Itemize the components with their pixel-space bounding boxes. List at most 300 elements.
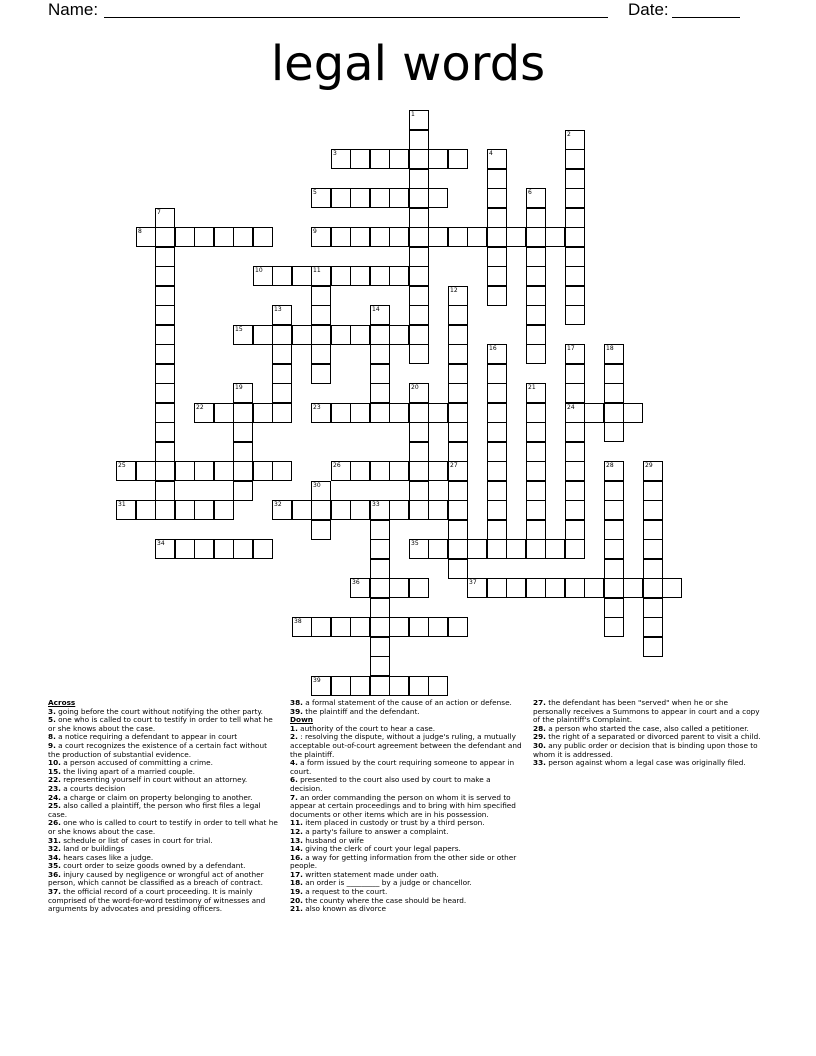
- grid-cell[interactable]: [526, 500, 546, 520]
- grid-cell[interactable]: [643, 500, 663, 520]
- grid-cell[interactable]: [448, 520, 468, 540]
- grid-cell[interactable]: [565, 520, 585, 540]
- grid-cell[interactable]: [155, 305, 175, 325]
- grid-cell[interactable]: [155, 383, 175, 403]
- grid-cell[interactable]: [409, 188, 429, 208]
- grid-cell[interactable]: [565, 247, 585, 267]
- grid-cell[interactable]: [545, 539, 565, 559]
- grid-cell[interactable]: [623, 578, 643, 598]
- grid-cell[interactable]: [604, 539, 624, 559]
- grid-cell[interactable]: [292, 617, 312, 637]
- grid-cell[interactable]: [487, 520, 507, 540]
- grid-cell[interactable]: [565, 422, 585, 442]
- grid-cell[interactable]: [565, 149, 585, 169]
- grid-cell[interactable]: [487, 208, 507, 228]
- grid-cell[interactable]: [253, 539, 273, 559]
- grid-cell[interactable]: [370, 461, 390, 481]
- clues-column-2: [290, 699, 522, 914]
- grid-cell[interactable]: [155, 364, 175, 384]
- clue-number: 12.: [290, 826, 303, 836]
- grid-cell[interactable]: [175, 500, 195, 520]
- grid-cell[interactable]: [155, 481, 175, 501]
- grid-cell[interactable]: [311, 305, 331, 325]
- grid-cell[interactable]: [370, 617, 390, 637]
- grid-cell[interactable]: [155, 227, 175, 247]
- grid-cell[interactable]: [604, 364, 624, 384]
- grid-cell[interactable]: [526, 208, 546, 228]
- grid-cell[interactable]: [506, 539, 526, 559]
- grid-cell[interactable]: [370, 559, 390, 579]
- grid-cell[interactable]: [526, 481, 546, 501]
- grid-cell[interactable]: [311, 266, 331, 286]
- grid-cell[interactable]: [272, 305, 292, 325]
- grid-cell[interactable]: [487, 422, 507, 442]
- grid-cell[interactable]: [311, 520, 331, 540]
- grid-cell[interactable]: [292, 500, 312, 520]
- grid-cell[interactable]: [272, 403, 292, 423]
- grid-cell[interactable]: [643, 559, 663, 579]
- grid-cell[interactable]: [311, 500, 331, 520]
- grid-cell[interactable]: [487, 442, 507, 462]
- grid-cell[interactable]: [448, 442, 468, 462]
- grid-cell[interactable]: [604, 578, 624, 598]
- grid-cell[interactable]: [370, 227, 390, 247]
- grid-cell[interactable]: [292, 266, 312, 286]
- grid-cell[interactable]: [409, 578, 429, 598]
- grid-cell[interactable]: [643, 520, 663, 540]
- grid-cell[interactable]: [136, 227, 156, 247]
- grid-cell[interactable]: [643, 598, 663, 618]
- grid-cell[interactable]: [350, 403, 370, 423]
- grid-cell[interactable]: [331, 325, 351, 345]
- grid-cell[interactable]: [370, 598, 390, 618]
- grid-cell[interactable]: [350, 266, 370, 286]
- grid-cell[interactable]: [155, 344, 175, 364]
- grid-cell[interactable]: [487, 247, 507, 267]
- grid-cell[interactable]: [565, 500, 585, 520]
- grid-cell[interactable]: [155, 461, 175, 481]
- grid-cell[interactable]: [389, 227, 409, 247]
- grid-cell[interactable]: [155, 266, 175, 286]
- grid-cell[interactable]: [487, 539, 507, 559]
- grid-cell[interactable]: [604, 598, 624, 618]
- grid-cell[interactable]: [116, 461, 136, 481]
- grid-cell[interactable]: [526, 461, 546, 481]
- grid-cell[interactable]: [389, 188, 409, 208]
- grid-cell[interactable]: [136, 500, 156, 520]
- grid-cell[interactable]: [565, 227, 585, 247]
- grid-cell[interactable]: [175, 539, 195, 559]
- grid-cell[interactable]: [409, 130, 429, 150]
- grid-cell[interactable]: [175, 227, 195, 247]
- grid-cell[interactable]: [565, 364, 585, 384]
- grid-cell[interactable]: [331, 617, 351, 637]
- grid-cell[interactable]: [584, 578, 604, 598]
- grid-cell[interactable]: [604, 383, 624, 403]
- grid-cell[interactable]: [448, 325, 468, 345]
- grid-cell[interactable]: [526, 383, 546, 403]
- grid-cell[interactable]: [331, 461, 351, 481]
- grid-cell[interactable]: [155, 247, 175, 267]
- grid-cell[interactable]: [389, 325, 409, 345]
- grid-cell[interactable]: [350, 676, 370, 696]
- grid-cell[interactable]: [311, 286, 331, 306]
- clues-column-1: [48, 699, 280, 914]
- grid-cell[interactable]: [350, 149, 370, 169]
- grid-cell[interactable]: [233, 481, 253, 501]
- grid-cell[interactable]: [565, 344, 585, 364]
- grid-cell[interactable]: [526, 578, 546, 598]
- grid-cell[interactable]: [311, 188, 331, 208]
- grid-cell[interactable]: [623, 403, 643, 423]
- grid-cell[interactable]: [604, 344, 624, 364]
- grid-cell[interactable]: [370, 403, 390, 423]
- grid-cell[interactable]: [526, 266, 546, 286]
- grid-cell[interactable]: [155, 539, 175, 559]
- grid-cell[interactable]: [409, 149, 429, 169]
- clue-number: 2.: [290, 732, 298, 742]
- grid-cell[interactable]: [409, 344, 429, 364]
- grid-cell[interactable]: [253, 403, 273, 423]
- grid-cell[interactable]: [526, 403, 546, 423]
- grid-cell[interactable]: [331, 403, 351, 423]
- grid-cell[interactable]: [565, 442, 585, 462]
- grid-cell[interactable]: [643, 617, 663, 637]
- grid-cell[interactable]: [409, 305, 429, 325]
- grid-cell[interactable]: [214, 403, 234, 423]
- grid-cell[interactable]: [565, 286, 585, 306]
- grid-cell[interactable]: [331, 500, 351, 520]
- grid-cell[interactable]: [389, 461, 409, 481]
- grid-cell[interactable]: [526, 286, 546, 306]
- grid-cell[interactable]: [214, 461, 234, 481]
- grid-cell[interactable]: [545, 578, 565, 598]
- grid-cell[interactable]: [272, 266, 292, 286]
- grid-cell[interactable]: [409, 383, 429, 403]
- grid-cell[interactable]: [370, 676, 390, 696]
- grid-cell[interactable]: [389, 149, 409, 169]
- grid-cell[interactable]: [253, 266, 273, 286]
- grid-cell[interactable]: [155, 325, 175, 345]
- grid-cell[interactable]: [175, 461, 195, 481]
- grid-cell[interactable]: [448, 461, 468, 481]
- grid-cell[interactable]: [467, 539, 487, 559]
- clue-text: also known as divorce: [302, 904, 386, 914]
- grid-cell[interactable]: [370, 344, 390, 364]
- clue-text: a way for getting information from the other side or other people.: [290, 852, 517, 871]
- grid-cell[interactable]: [350, 188, 370, 208]
- grid-cell[interactable]: [565, 481, 585, 501]
- grid-cell[interactable]: [526, 344, 546, 364]
- grid-cell[interactable]: [409, 481, 429, 501]
- grid-cell[interactable]: [448, 539, 468, 559]
- grid-cell[interactable]: [448, 403, 468, 423]
- grid-cell[interactable]: [292, 325, 312, 345]
- grid-cell[interactable]: [370, 188, 390, 208]
- clue-number: 36.: [48, 869, 61, 879]
- grid-cell[interactable]: [409, 539, 429, 559]
- grid-cell[interactable]: [155, 500, 175, 520]
- grid-cell[interactable]: [311, 617, 331, 637]
- grid-cell[interactable]: [428, 539, 448, 559]
- grid-cell[interactable]: [526, 520, 546, 540]
- grid-cell[interactable]: [233, 539, 253, 559]
- grid-cell[interactable]: [194, 500, 214, 520]
- clue-number: 38.: [290, 698, 303, 707]
- grid-cell[interactable]: [604, 559, 624, 579]
- grid-cell[interactable]: [526, 188, 546, 208]
- grid-cell[interactable]: [214, 539, 234, 559]
- grid-cell[interactable]: [409, 442, 429, 462]
- grid-cell[interactable]: [487, 266, 507, 286]
- grid-cell[interactable]: [487, 169, 507, 189]
- grid-cell[interactable]: [370, 266, 390, 286]
- grid-cell[interactable]: [311, 403, 331, 423]
- grid-cell[interactable]: [487, 481, 507, 501]
- clue-text: a party's failure to answer a complaint.: [302, 826, 449, 836]
- grid-cell[interactable]: [643, 481, 663, 501]
- grid-cell[interactable]: [448, 383, 468, 403]
- grid-cell[interactable]: [526, 539, 546, 559]
- grid-cell[interactable]: [487, 286, 507, 306]
- grid-cell[interactable]: [389, 578, 409, 598]
- grid-cell[interactable]: [565, 130, 585, 150]
- grid-cell[interactable]: [506, 227, 526, 247]
- grid-cell[interactable]: [604, 617, 624, 637]
- grid-cell[interactable]: [409, 422, 429, 442]
- clue-item: [48, 716, 280, 733]
- grid-cell[interactable]: [389, 266, 409, 286]
- grid-cell[interactable]: [370, 325, 390, 345]
- grid-cell[interactable]: [604, 481, 624, 501]
- grid-cell[interactable]: [565, 539, 585, 559]
- grid-cell[interactable]: [448, 559, 468, 579]
- grid-cell[interactable]: [272, 364, 292, 384]
- grid-cell[interactable]: [526, 442, 546, 462]
- grid-cell[interactable]: [487, 227, 507, 247]
- grid-cell[interactable]: [409, 500, 429, 520]
- grid-cell[interactable]: [409, 286, 429, 306]
- grid-cell[interactable]: [389, 676, 409, 696]
- grid-cell[interactable]: [370, 656, 390, 676]
- grid-cell[interactable]: [428, 149, 448, 169]
- grid-cell[interactable]: [370, 500, 390, 520]
- grid-cell[interactable]: [467, 578, 487, 598]
- grid-cell[interactable]: [409, 617, 429, 637]
- grid-cell[interactable]: [233, 442, 253, 462]
- grid-cell[interactable]: [370, 364, 390, 384]
- grid-cell[interactable]: [506, 578, 526, 598]
- grid-cell[interactable]: [214, 227, 234, 247]
- grid-cell[interactable]: [409, 110, 429, 130]
- grid-cell[interactable]: [467, 227, 487, 247]
- grid-cell[interactable]: [136, 461, 156, 481]
- grid-cell[interactable]: [155, 422, 175, 442]
- grid-cell[interactable]: [643, 461, 663, 481]
- grid-cell[interactable]: [487, 149, 507, 169]
- grid-cell[interactable]: [565, 169, 585, 189]
- grid-cell[interactable]: [604, 461, 624, 481]
- grid-cell[interactable]: [526, 247, 546, 267]
- grid-cell[interactable]: [409, 403, 429, 423]
- grid-cell[interactable]: [409, 227, 429, 247]
- grid-cell[interactable]: [350, 325, 370, 345]
- grid-cell[interactable]: [389, 500, 409, 520]
- grid-cell[interactable]: [604, 500, 624, 520]
- grid-cell[interactable]: [233, 403, 253, 423]
- grid-cell[interactable]: [565, 383, 585, 403]
- grid-cell[interactable]: [331, 149, 351, 169]
- clue-number: 32.: [48, 844, 61, 854]
- grid-cell[interactable]: [214, 500, 234, 520]
- grid-cell[interactable]: [311, 481, 331, 501]
- grid-cell[interactable]: [409, 676, 429, 696]
- grid-cell[interactable]: [370, 305, 390, 325]
- grid-cell[interactable]: [370, 637, 390, 657]
- cell-number: 34: [157, 540, 165, 547]
- grid-cell[interactable]: [350, 227, 370, 247]
- grid-cell[interactable]: [253, 325, 273, 345]
- grid-cell[interactable]: [311, 364, 331, 384]
- grid-cell[interactable]: [409, 208, 429, 228]
- grid-cell[interactable]: [116, 500, 136, 520]
- grid-cell[interactable]: [194, 403, 214, 423]
- grid-cell[interactable]: [487, 578, 507, 598]
- clue-number: 17.: [290, 869, 303, 879]
- grid-cell[interactable]: [350, 617, 370, 637]
- grid-cell[interactable]: [370, 539, 390, 559]
- grid-cell[interactable]: [487, 188, 507, 208]
- grid-cell[interactable]: [526, 227, 546, 247]
- grid-cell[interactable]: [370, 149, 390, 169]
- grid-cell[interactable]: [311, 344, 331, 364]
- clue-item: [290, 905, 522, 914]
- grid-cell[interactable]: [526, 422, 546, 442]
- grid-cell[interactable]: [194, 227, 214, 247]
- grid-cell[interactable]: [565, 461, 585, 481]
- grid-cell[interactable]: [194, 461, 214, 481]
- date-label: Date:: [628, 0, 669, 19]
- grid-cell[interactable]: [272, 500, 292, 520]
- grid-cell[interactable]: [155, 403, 175, 423]
- grid-cell[interactable]: [448, 422, 468, 442]
- grid-cell[interactable]: [233, 325, 253, 345]
- grid-cell[interactable]: [233, 422, 253, 442]
- grid-cell[interactable]: [565, 208, 585, 228]
- grid-cell[interactable]: [389, 403, 409, 423]
- grid-cell[interactable]: [233, 383, 253, 403]
- grid-cell[interactable]: [194, 539, 214, 559]
- grid-cell[interactable]: [584, 403, 604, 423]
- grid-cell[interactable]: [487, 403, 507, 423]
- grid-cell[interactable]: [448, 286, 468, 306]
- grid-cell[interactable]: [155, 286, 175, 306]
- grid-cell[interactable]: [448, 149, 468, 169]
- grid-cell[interactable]: [428, 617, 448, 637]
- clue-number: 27.: [533, 698, 546, 707]
- grid-cell[interactable]: [155, 442, 175, 462]
- grid-cell[interactable]: [487, 461, 507, 481]
- grid-cell[interactable]: [643, 539, 663, 559]
- grid-cell[interactable]: [409, 461, 429, 481]
- grid-cell[interactable]: [428, 461, 448, 481]
- grid-cell[interactable]: [350, 578, 370, 598]
- grid-cell[interactable]: [389, 617, 409, 637]
- grid-cell[interactable]: [409, 169, 429, 189]
- grid-cell[interactable]: [526, 325, 546, 345]
- grid-cell[interactable]: [331, 188, 351, 208]
- cell-number: 30: [313, 482, 321, 489]
- grid-cell[interactable]: [155, 208, 175, 228]
- grid-cell[interactable]: [448, 305, 468, 325]
- clue-number: 31.: [48, 835, 61, 845]
- grid-cell[interactable]: [565, 578, 585, 598]
- clue-number: 18.: [290, 878, 303, 888]
- grid-cell[interactable]: [487, 344, 507, 364]
- grid-cell[interactable]: [350, 500, 370, 520]
- grid-cell[interactable]: [428, 188, 448, 208]
- grid-cell[interactable]: [565, 188, 585, 208]
- grid-cell[interactable]: [428, 676, 448, 696]
- grid-cell[interactable]: [370, 578, 390, 598]
- grid-cell[interactable]: [545, 227, 565, 247]
- grid-cell[interactable]: [448, 481, 468, 501]
- grid-cell[interactable]: [311, 227, 331, 247]
- grid-cell[interactable]: [604, 422, 624, 442]
- grid-cell[interactable]: [448, 617, 468, 637]
- grid-cell[interactable]: [448, 500, 468, 520]
- grid-cell[interactable]: [448, 364, 468, 384]
- grid-cell[interactable]: [487, 364, 507, 384]
- grid-cell[interactable]: [331, 676, 351, 696]
- grid-cell[interactable]: [331, 227, 351, 247]
- grid-cell[interactable]: [409, 266, 429, 286]
- grid-cell[interactable]: [253, 227, 273, 247]
- grid-cell[interactable]: [428, 403, 448, 423]
- grid-cell[interactable]: [565, 266, 585, 286]
- grid-cell[interactable]: [643, 637, 663, 657]
- grid-cell[interactable]: [331, 266, 351, 286]
- grid-cell[interactable]: [233, 461, 253, 481]
- grid-cell[interactable]: [448, 227, 468, 247]
- grid-cell[interactable]: [662, 578, 682, 598]
- grid-cell[interactable]: [370, 520, 390, 540]
- grid-cell[interactable]: [253, 461, 273, 481]
- grid-cell[interactable]: [565, 305, 585, 325]
- grid-cell[interactable]: [487, 500, 507, 520]
- grid-cell[interactable]: [409, 325, 429, 345]
- grid-cell[interactable]: [428, 227, 448, 247]
- grid-cell[interactable]: [311, 325, 331, 345]
- grid-cell[interactable]: [272, 461, 292, 481]
- grid-cell[interactable]: [448, 344, 468, 364]
- grid-cell[interactable]: [604, 520, 624, 540]
- grid-cell[interactable]: [409, 247, 429, 267]
- grid-cell[interactable]: [487, 383, 507, 403]
- grid-cell[interactable]: [272, 383, 292, 403]
- grid-cell[interactable]: [233, 227, 253, 247]
- grid-cell[interactable]: [272, 325, 292, 345]
- grid-cell[interactable]: [565, 403, 585, 423]
- grid-cell[interactable]: [350, 461, 370, 481]
- grid-cell[interactable]: [428, 500, 448, 520]
- grid-cell[interactable]: [643, 578, 663, 598]
- grid-cell[interactable]: [311, 676, 331, 696]
- grid-cell[interactable]: [370, 383, 390, 403]
- grid-cell[interactable]: [604, 403, 624, 423]
- grid-cell[interactable]: [526, 305, 546, 325]
- grid-cell[interactable]: [272, 344, 292, 364]
